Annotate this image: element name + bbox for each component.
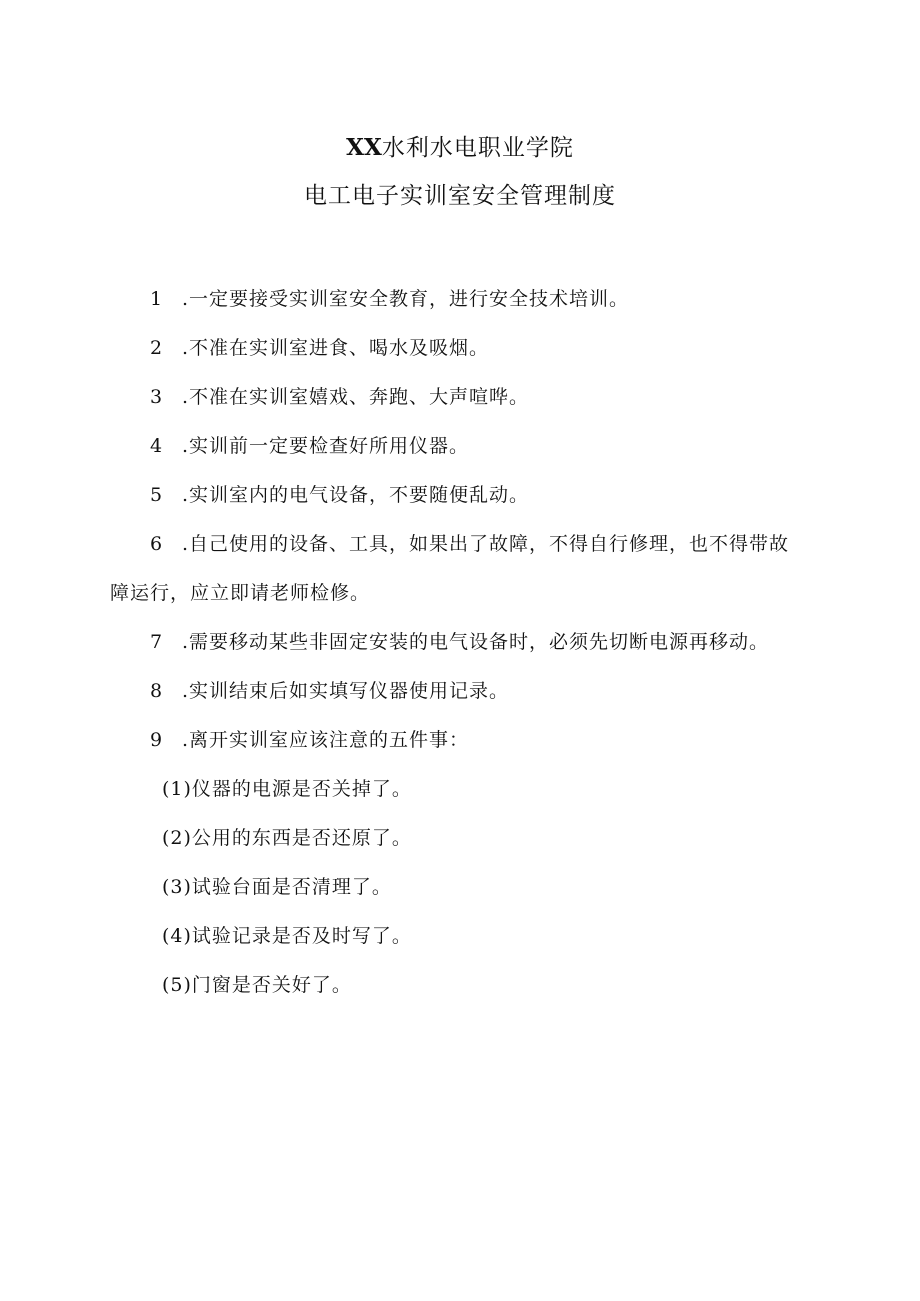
rule-text: .一定要接受实训室安全教育，进行安全技术培训。: [182, 288, 630, 310]
rule-item-4: [110, 422, 800, 471]
rule-text: .实训室内的电气设备，不要随便乱动。: [182, 484, 530, 506]
institution-name: 水利水电职业学院: [381, 135, 574, 161]
rule-number: 1: [150, 288, 164, 310]
rule-text: .离开实训室应该注意的五件事：: [182, 729, 470, 751]
rule-item-7: [110, 618, 800, 667]
rule-item-3: [110, 373, 800, 422]
rule-number: 2: [150, 337, 164, 359]
rule-text: .不准在实训室嬉戏、奔跑、大声喧哗。: [182, 386, 530, 408]
rule-text: .不准在实训室进食、喝水及吸烟。: [182, 337, 490, 359]
institution-title: [0, 129, 920, 162]
rule-number: 8: [150, 680, 164, 702]
rule-item-6: [110, 520, 800, 618]
rule-number: 9: [150, 729, 164, 751]
rule-item-1: [110, 275, 800, 324]
checklist-item-5: (5)门窗是否关好了。: [162, 974, 352, 996]
rule-item-5: [110, 471, 800, 520]
checklist-item-4: (4)试验记录是否及时写了。: [162, 925, 412, 947]
rule-number: 6: [150, 533, 164, 555]
rule-number: 3: [150, 386, 164, 408]
checklist-item-3: (3)试验台面是否清理了。: [162, 876, 392, 898]
checklist-item-1: (1)仪器的电源是否关掉了。: [162, 778, 412, 800]
rule-number: 5: [150, 484, 164, 506]
rule-text: .自己使用的设备、工具，如果出了故障，不得自行修理，也不得带故障运行，应立即请老师检修。: [110, 533, 790, 604]
rule-text: .实训前一定要检查好所用仪器。: [182, 435, 470, 457]
rule-item-9: [110, 716, 800, 765]
rule-number: 7: [150, 631, 164, 653]
document-title: 电工电子实训室安全管理制度: [304, 183, 616, 209]
rule-number: 4: [150, 435, 164, 457]
rule-text: .需要移动某些非固定安装的电气设备时，必须先切断电源再移动。: [182, 631, 770, 653]
rule-text: .实训结束后如实填写仪器使用记录。: [182, 680, 510, 702]
rules-list: [110, 275, 800, 1010]
institution-prefix: XX: [346, 134, 382, 161]
checklist-item-2: (2)公用的东西是否还原了。: [162, 827, 412, 849]
rule-item-2: [110, 324, 800, 373]
rule-item-8: [110, 667, 800, 716]
